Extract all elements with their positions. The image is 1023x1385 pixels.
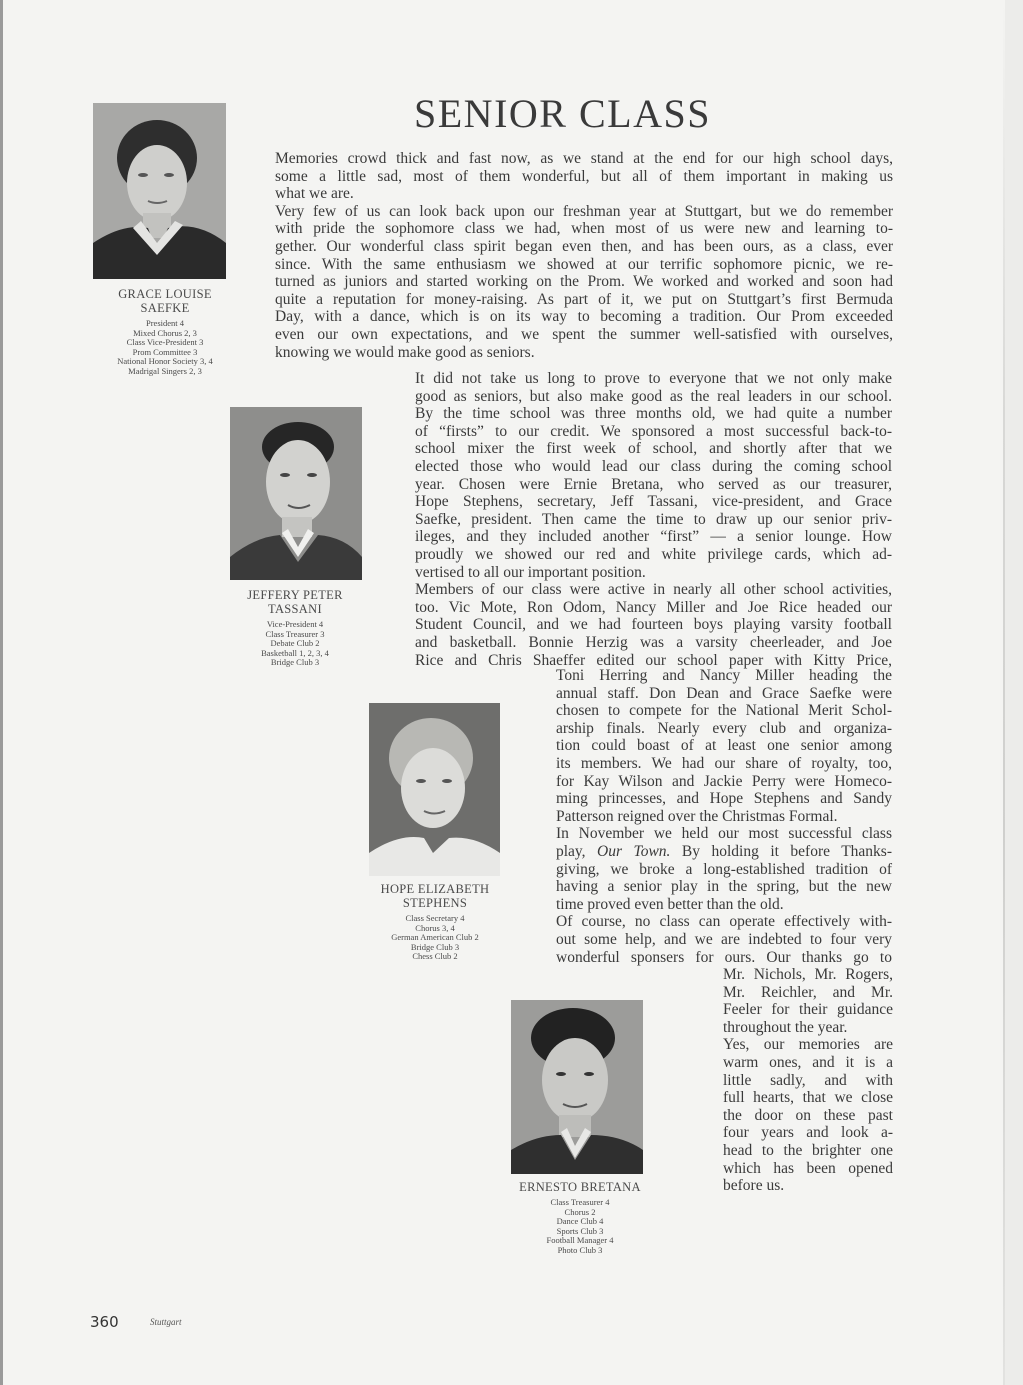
article-line: It did not take us long to prove to everyone that we not only make (415, 370, 892, 387)
page-binding-edge (0, 0, 3, 1385)
article-line: Mr. Nichols, Mr. Rogers, (723, 966, 893, 983)
article-line: quite a reputation for money-raising. As part of it, we put on Stuttgart’s first Bermuda (275, 290, 893, 308)
article-line: warm ones, and it is a (723, 1053, 893, 1071)
student-role: Chorus 2 (564, 1206, 596, 1217)
article-line: out some help, and we are indebted to four very (556, 930, 892, 948)
article-line: gether. Our wonderful class spirit began even then, and has been ours, as a class, ever (275, 237, 893, 255)
caption-hope-stephens (360, 882, 510, 962)
article-block-1 (275, 150, 893, 361)
article-line: turned as juniors and started working on the Prom. We worked and worked and soon had (275, 273, 893, 291)
article-line: full hearts, that we close (723, 1089, 893, 1107)
student-role: Prom Committee 3 (132, 346, 198, 357)
student-role: Football Manager 4 (546, 1235, 614, 1246)
page-right-edge (1003, 0, 1005, 1385)
article-line: having a senior play in the spring, but the new (556, 878, 892, 896)
page-number: 360 (90, 1313, 119, 1331)
student-role: Basketball 1, 2, 3, 4 (261, 647, 329, 658)
article-line: elected those who would lead our class during the coming school (415, 457, 892, 475)
student-role: Vice-President 4 (266, 619, 324, 629)
article-line: Memories crowd thick and fast now, as we stand at the end for our high school days, (275, 150, 893, 167)
student-role: Class Vice-President 3 (126, 337, 204, 348)
article-line: too. Vic Mote, Ron Odom, Nancy Miller and Joe Rice headed our (415, 598, 892, 616)
article-line: In November we held our most successful class (556, 825, 892, 843)
student-role: President 4 (145, 318, 184, 328)
article-line: Members of our class were active in nearly all other school activities, (415, 581, 892, 599)
article-line: four years and look a- (723, 1124, 893, 1142)
caption-jeffery-tassani (225, 588, 365, 668)
article-line: Yes, our memories are (723, 1036, 893, 1054)
article-line: annual staff. Don Dean and Grace Saefke were (556, 684, 892, 702)
student-role: German American Club 2 (391, 932, 479, 943)
article-line: some a little sad, most of them wonderful, but all of them important in making us (275, 167, 893, 185)
student-role: Bridge Club 3 (270, 657, 320, 668)
article-line: Day, with a dance, which is on its way to becoming a tradition. Our Prom exceeded (275, 308, 893, 326)
student-role: Class Treasurer 4 (550, 1197, 610, 1207)
article-line: Student Council, and we had fourteen boys playing varsity football (415, 616, 892, 634)
student-role: Dance Club 4 (556, 1216, 604, 1227)
article-line: of “firsts” to our credit. We sponsored a most successful back-to- (415, 422, 892, 440)
article-line: Very few of us can look back upon our freshman year at Stuttgart, but we do remember (275, 202, 893, 220)
article-line: for Kay Wilson and Jackie Perry were Homeco- (556, 772, 892, 790)
article-line: time proved even better than the old. (556, 895, 784, 913)
article-line: even our own expectations, and we spent the summer well-satisfied with ourselves, (275, 325, 893, 343)
article-line: Hope Stephens, secretary, Jeff Tassani, vice-president, and Grace (415, 493, 892, 511)
article-text: By holding it before Thanks- (670, 842, 892, 860)
page-title: SENIOR CLASS (414, 91, 711, 136)
article-line: chosen to compete for the National Merit Schol- (556, 702, 892, 720)
article-line: Rice and Chris Shaeffer edited our school paper with Kitty Price, (415, 651, 892, 669)
article-line: what we are. (275, 185, 354, 203)
article-line (556, 843, 892, 861)
article-line: vertised to all our important position. (415, 563, 646, 581)
article-line: Mr. Reichler, and Mr. (723, 983, 893, 1001)
article-line: wonderful sponsers for ours. Our thanks go to (556, 948, 892, 966)
article-block-2 (415, 370, 892, 669)
student-role: Chorus 3, 4 (415, 922, 455, 933)
student-name: HOPE ELIZABETH (380, 882, 490, 896)
article-block-3 (556, 667, 892, 966)
article-line: ileges, and they included another “first” — a senior lounge. How (415, 528, 892, 546)
portrait-grace-saefke (93, 103, 226, 279)
article-line: since. With the same enthusiasm we showed at our terrific sophomore picnic, we re- (275, 255, 893, 273)
portrait-hope-stephens (369, 703, 500, 876)
student-role: Class Treasurer 3 (265, 628, 325, 639)
article-line: Saefke, president. Then came the time to draw up our senior priv- (415, 510, 892, 528)
article-line: little sadly, and with (723, 1071, 893, 1089)
article-line: giving, we broke a long-established tradition of (556, 860, 892, 878)
article-line: and basketball. Bonnie Herzig was a varsity cheerleader, and Joe (415, 633, 892, 651)
article-line: throughout the year. (723, 1018, 848, 1036)
article-line: Of course, no class can operate effectively with- (556, 913, 892, 931)
article-line: ming princesses, and Hope Stephens and Sandy (556, 790, 892, 808)
article-line: year. Chosen were Ernie Bretana, who served as our treasurer, (415, 475, 892, 493)
article-line: By the time school was three months old, we had quite a number (415, 405, 892, 423)
play-title: Our Town. (597, 842, 671, 860)
article-line: school mixer the first week of school, and shortly after that we (415, 440, 892, 458)
article-text: play, (556, 842, 598, 860)
article-line: its members. We had our share of royalty, too, (556, 754, 892, 772)
article-line: which has been opened (723, 1159, 893, 1177)
student-role: Chess Club 2 (412, 951, 458, 962)
page-right-shade (1005, 0, 1023, 1385)
article-line: before us. (723, 1177, 785, 1195)
article-line: Toni Herring and Nancy Miller heading the (556, 667, 892, 684)
article-line: tion could boast of at least one senior among (556, 737, 892, 755)
article-line: the door on these past (723, 1106, 893, 1124)
student-name: JEFFERY PETER (247, 588, 343, 602)
article-line: with pride the sophomore class we had, when most of us were new and learning to- (275, 220, 893, 238)
student-role: Madrigal Singers 2, 3 (128, 365, 202, 376)
article-line: head to the brighter one (723, 1141, 893, 1159)
article-line: good as seniors, but also make good as the real leaders in our school. (415, 387, 892, 405)
student-name: TASSANI (268, 602, 322, 616)
student-name: GRACE LOUISE (118, 287, 212, 301)
article-line: proudly we showed our red and white privilege cards, which ad- (415, 545, 892, 563)
article-line: arship finals. Nearly every club and organiza- (556, 719, 892, 737)
article-line: knowing we would make good as seniors. (275, 343, 535, 361)
student-role: Class Secretary 4 (405, 913, 465, 923)
caption-ernesto-bretana (500, 1180, 660, 1256)
article-line: Patterson reigned over the Christmas Formal. (556, 807, 838, 825)
student-name: ERNESTO BRETANA (519, 1180, 641, 1194)
student-name: STEPHENS (402, 896, 468, 910)
student-role: Bridge Club 3 (410, 941, 460, 952)
portrait-ernesto-bretana (511, 1000, 643, 1174)
student-name: SAEFKE (140, 301, 190, 315)
portrait-jeffery-tassani (230, 407, 362, 580)
student-role: Debate Club 2 (270, 638, 320, 649)
student-role: Sports Club 3 (556, 1225, 604, 1236)
article-block-4 (723, 966, 893, 1195)
article-line: Feeler for their guidance (723, 1001, 893, 1019)
student-role: National Honor Society 3, 4 (117, 356, 213, 367)
student-role: Mixed Chorus 2, 3 (133, 327, 197, 338)
student-role: Photo Club 3 (557, 1244, 603, 1255)
caption-grace-saefke (85, 287, 245, 377)
school-name-footer: Stuttgart (150, 1317, 182, 1327)
